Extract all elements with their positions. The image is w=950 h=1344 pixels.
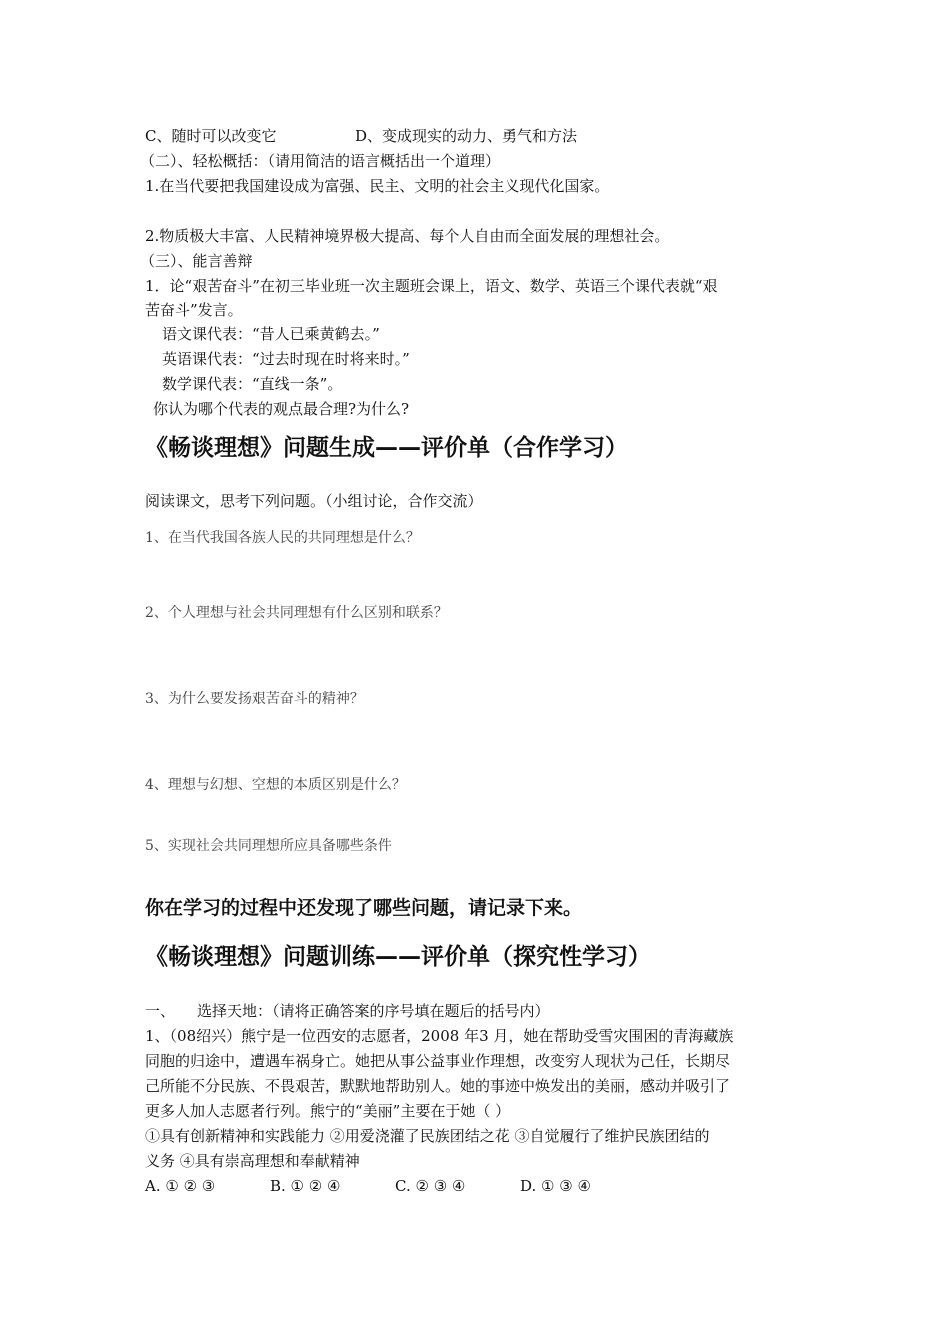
section-number: 一、 bbox=[145, 1002, 176, 1020]
option-c: C、随时可以改变它 bbox=[145, 127, 277, 145]
section-3-question-line-1: 1．论“艰苦奋斗”在初三毕业班一次主题班会课上，语文、数学、英语三个课代表就“艰 bbox=[145, 277, 718, 295]
choice-a: A. ① ② ③ bbox=[145, 1177, 216, 1195]
question-line: 己所能不分民族、不畏艰苦，默默地帮助别人。她的事迹中焕发出的美丽，感动并吸引了 bbox=[145, 1077, 731, 1095]
part-3-section-heading bbox=[145, 1000, 550, 1022]
section-3-heading: （三）、能言善辩 bbox=[140, 252, 253, 270]
rep-chinese: 语文课代表：“昔人已乘黄鹤去。” bbox=[162, 325, 380, 343]
part-2-intro: 阅读课文，思考下列问题。（小组讨论，合作交流） bbox=[145, 492, 483, 510]
section-2-answer-1: 1.在当代要把我国建设成为富强、民主、文明的社会主义现代化国家。 bbox=[145, 177, 610, 195]
part-2-question: 2、个人理想与社会共同理想有什么区别和联系？ bbox=[145, 605, 448, 621]
section-3-ask: 你认为哪个代表的观点最合理?为什么? bbox=[153, 400, 410, 418]
part-2-question: 1、在当代我国各族人民的共同理想是什么？ bbox=[145, 530, 420, 546]
rep-english: 英语课代表：“过去时现在时将来时。” bbox=[162, 350, 410, 368]
question-line: 同胞的归途中，遭遇车祸身亡。她把从事公益事业作理想，改变穷人现状为己任，长期尽 bbox=[145, 1052, 731, 1070]
section-2-answer-2: 2.物质极大丰富、人民精神境界极大提高、每个人自由而全面发展的理想社会。 bbox=[145, 227, 670, 245]
section-2-heading: （二）、轻松概括：（请用简洁的语言概括出一个道理） bbox=[140, 152, 501, 170]
section-3-question-line-2: 苦奋斗”发言。 bbox=[145, 301, 243, 319]
answer-choices bbox=[145, 1175, 591, 1197]
question-line: 1、（08绍兴）熊宁是一位西安的志愿者，2008 年3 月，她在帮助受雪灾围困的青海藏族 bbox=[145, 1027, 734, 1045]
choice-c: C. ② ③ ④ bbox=[395, 1177, 466, 1195]
options-cd-line bbox=[145, 125, 577, 147]
question-items-line-2: 义务 ④具有崇高理想和奉献精神 bbox=[145, 1152, 360, 1170]
part-2-question: 5、实现社会共同理想所应具备哪些条件 bbox=[145, 838, 392, 854]
question-items-line-1: ①具有创新精神和实践能力 ②用爱浇灌了民族团结之花 ③自觉履行了维护民族团结的 bbox=[145, 1127, 710, 1145]
rep-math: 数学课代表：“直线一条”。 bbox=[162, 375, 343, 393]
option-d: D、变成现实的动力、勇气和方法 bbox=[355, 127, 578, 145]
part-2-question: 4、理想与幻想、空想的本质区别是什么？ bbox=[145, 777, 406, 793]
record-prompt: 你在学习的过程中还发现了哪些问题，请记录下来。 bbox=[145, 897, 583, 919]
part-2-title: 《畅谈理想》问题生成——评价单（合作学习） bbox=[145, 435, 628, 461]
section-text: 选择天地：（请将正确答案的序号填在题后的括号内） bbox=[197, 1002, 550, 1020]
part-3-title: 《畅谈理想》问题训练——评价单（探究性学习） bbox=[145, 944, 651, 970]
choice-b: B. ① ② ④ bbox=[270, 1177, 341, 1195]
question-line: 更多人加人志愿者行列。熊宁的“美丽”主要在于她（ ） bbox=[145, 1102, 511, 1120]
choice-d: D. ① ③ ④ bbox=[520, 1177, 591, 1195]
part-2-question: 3、为什么要发扬艰苦奋斗的精神？ bbox=[145, 691, 364, 707]
